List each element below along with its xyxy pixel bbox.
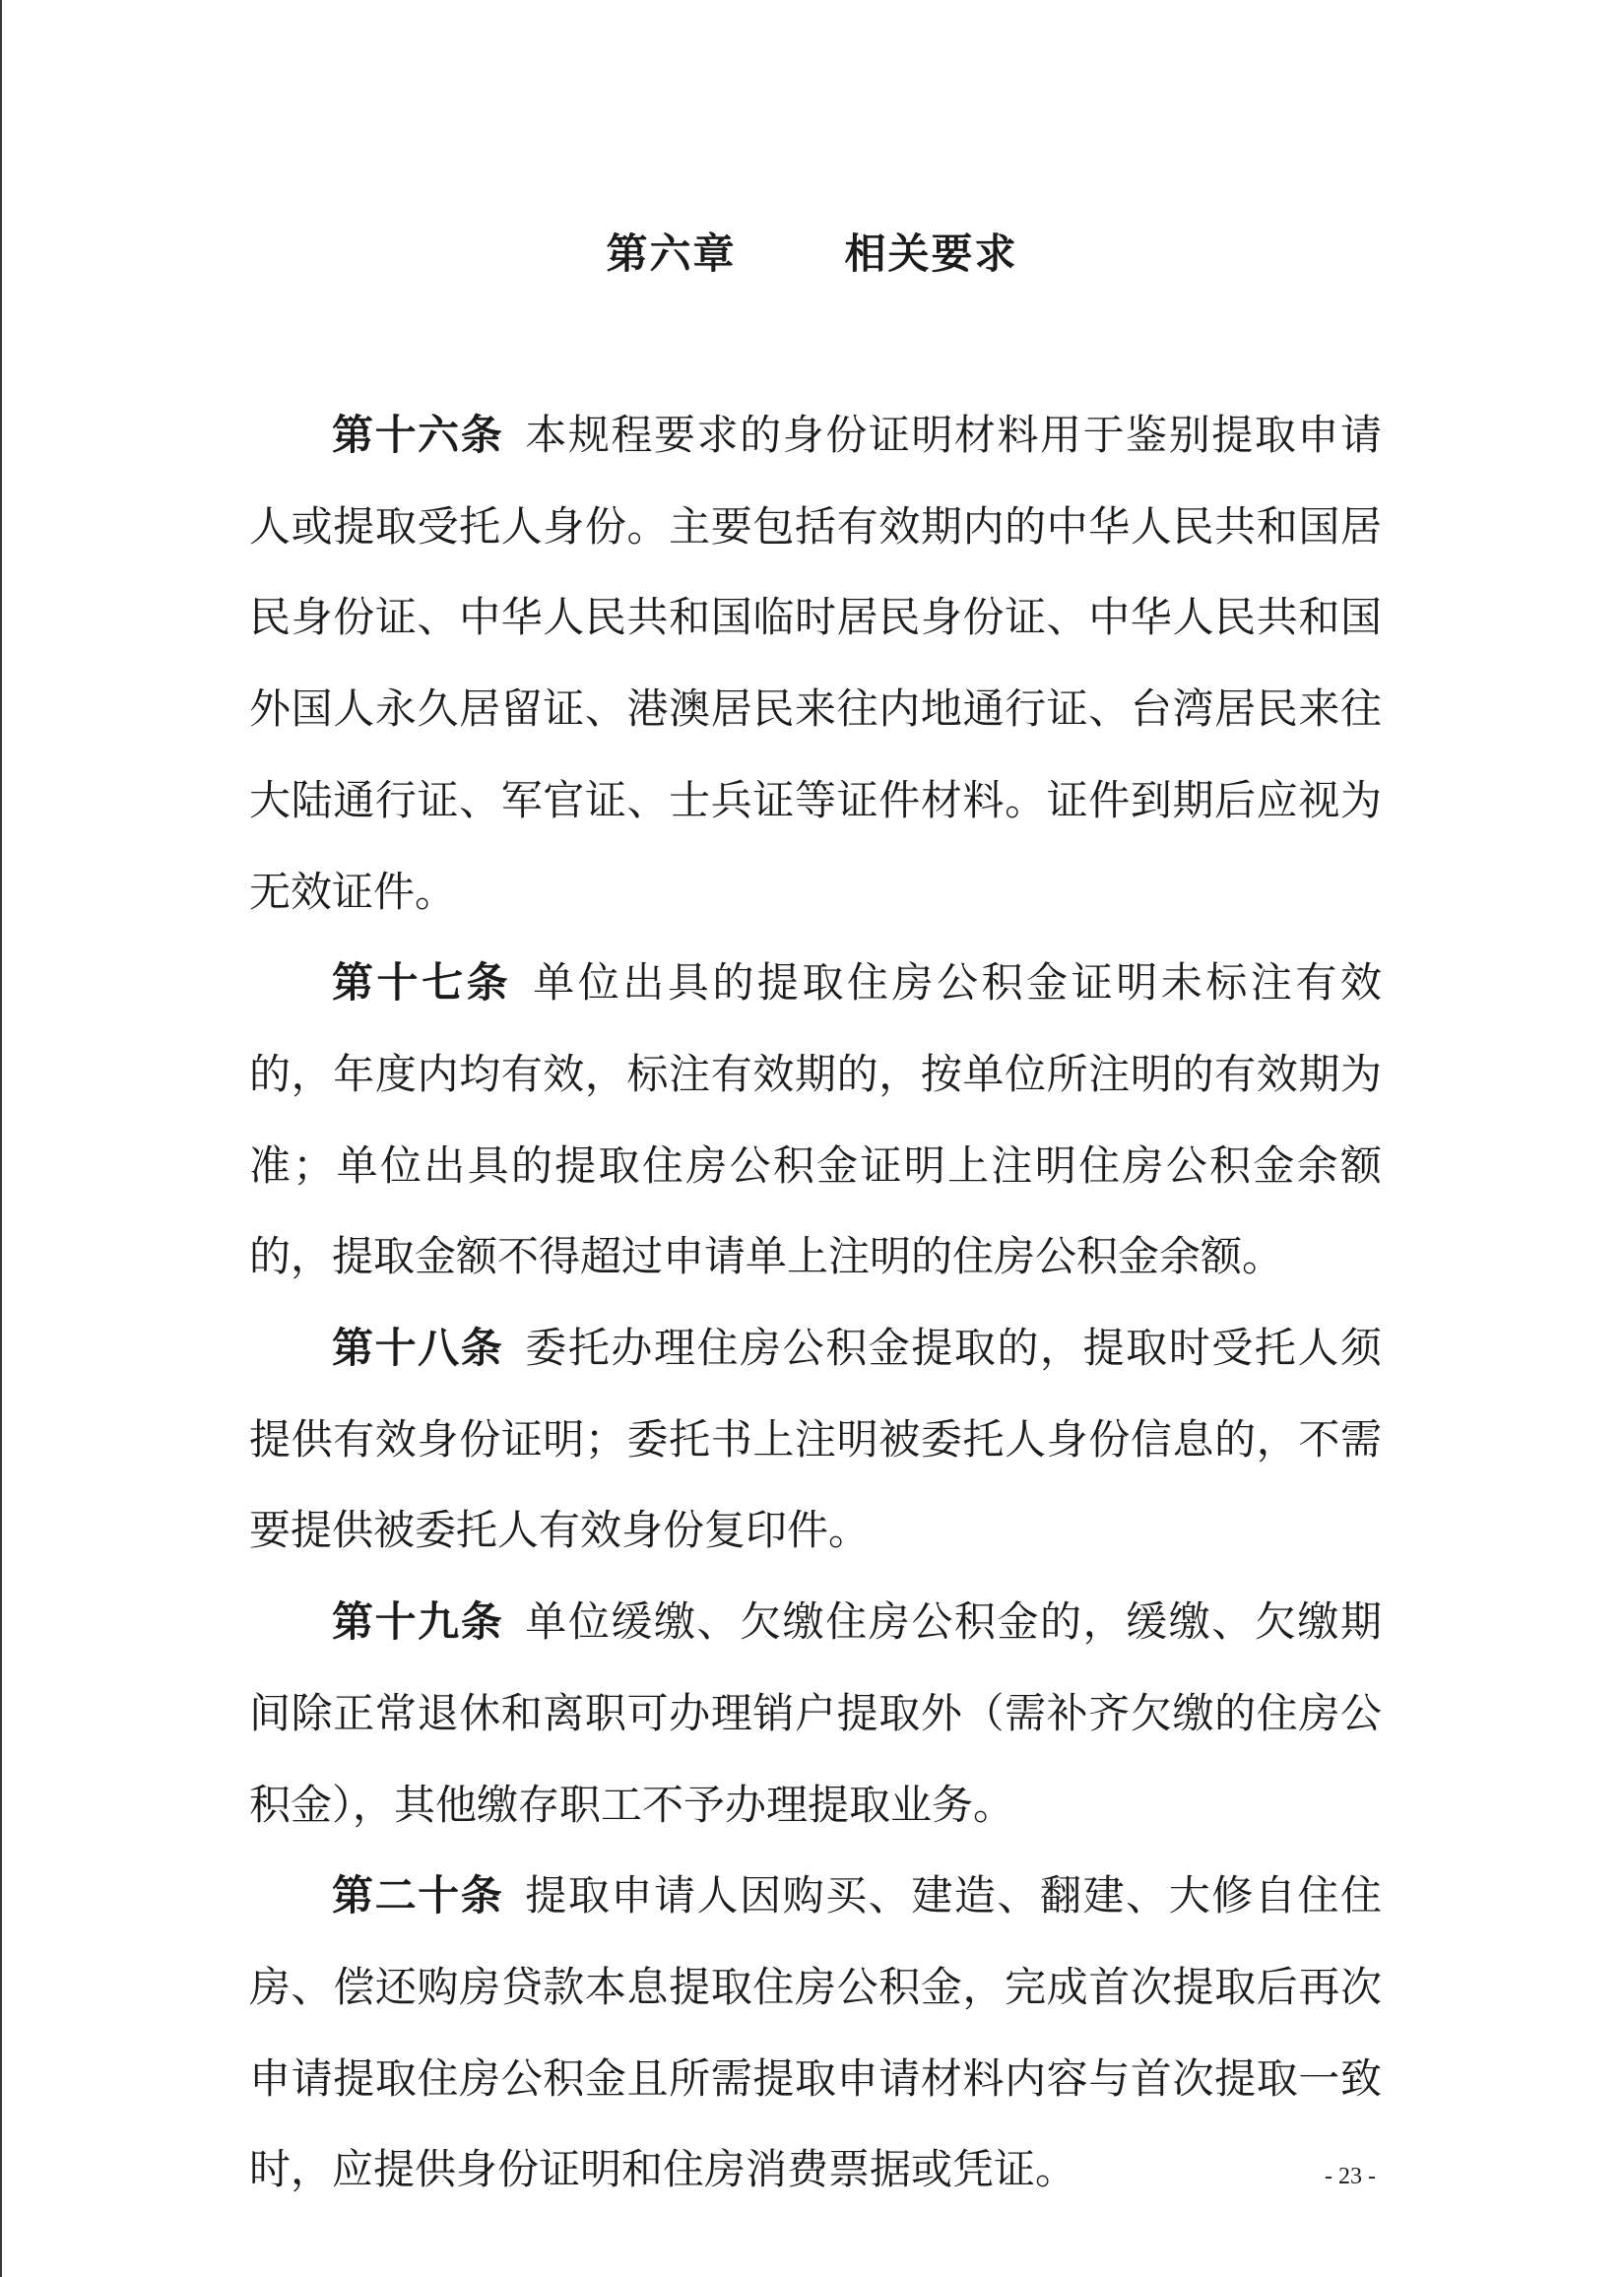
article-18 bbox=[249, 1303, 1382, 1577]
page-left-edge bbox=[0, 0, 2, 2277]
article-label: 第二十条 bbox=[332, 1871, 504, 1920]
document-body bbox=[249, 390, 1382, 2216]
article-17 bbox=[249, 938, 1382, 1303]
article-text: 单位出具的提取住房公积金证明未标注有效的，年度内均有效，标注有效期的，按单位所注明的有效期为准；单位出具的提取住房公积金证明上注明住房公积金余额的，提取金额不得超过申请单上注明的住房公积金余额。 bbox=[249, 958, 1382, 1281]
article-text: 委托办理住房公积金提取的，提取时受托人须提供有效身份证明；委托书上注明被委托人身份信息的，不需要提供被委托人有效身份复印件。 bbox=[249, 1324, 1382, 1555]
chapter-number: 第六章 bbox=[606, 229, 737, 278]
article-text: 本规程要求的身份证明材料用于鉴别提取申请人或提取受托人身份。主要包括有效期内的中华人民共和国居民身份证、中华人民共和国临时居民身份证、中华人民共和国外国人永久居留证、港澳居民来往内地通行证、台湾居民来往大陆通行证、军官证、士兵证等证件材料。证件到期后应视为无效证件。 bbox=[249, 411, 1382, 916]
article-text: 提取申请人因购买、建造、翻建、大修自住住房、偿还购房贷款本息提取住房公积金，完成首次提取后再次申请提取住房公积金且所需提取申请材料内容与首次提取一致时，应提供身份证明和住房消费票据或凭证。 bbox=[249, 1871, 1382, 2194]
article-16 bbox=[249, 390, 1382, 938]
article-text: 单位缓缴、欠缴住房公积金的，缓缴、欠缴期间除正常退休和离职可办理销户提取外（需补齐欠缴的住房公积金），其他缴存职工不予办理提取业务。 bbox=[249, 1597, 1382, 1829]
chapter-title: 相关要求 bbox=[844, 229, 1018, 278]
article-label: 第十六条 bbox=[332, 411, 504, 459]
article-label: 第十八条 bbox=[332, 1324, 504, 1373]
chapter-heading bbox=[0, 225, 1624, 284]
article-label: 第十七条 bbox=[332, 958, 512, 1008]
page-number: - 23 - bbox=[1325, 2164, 1376, 2189]
article-19 bbox=[249, 1577, 1382, 1851]
article-20 bbox=[249, 1851, 1382, 2216]
article-label: 第十九条 bbox=[332, 1597, 504, 1647]
